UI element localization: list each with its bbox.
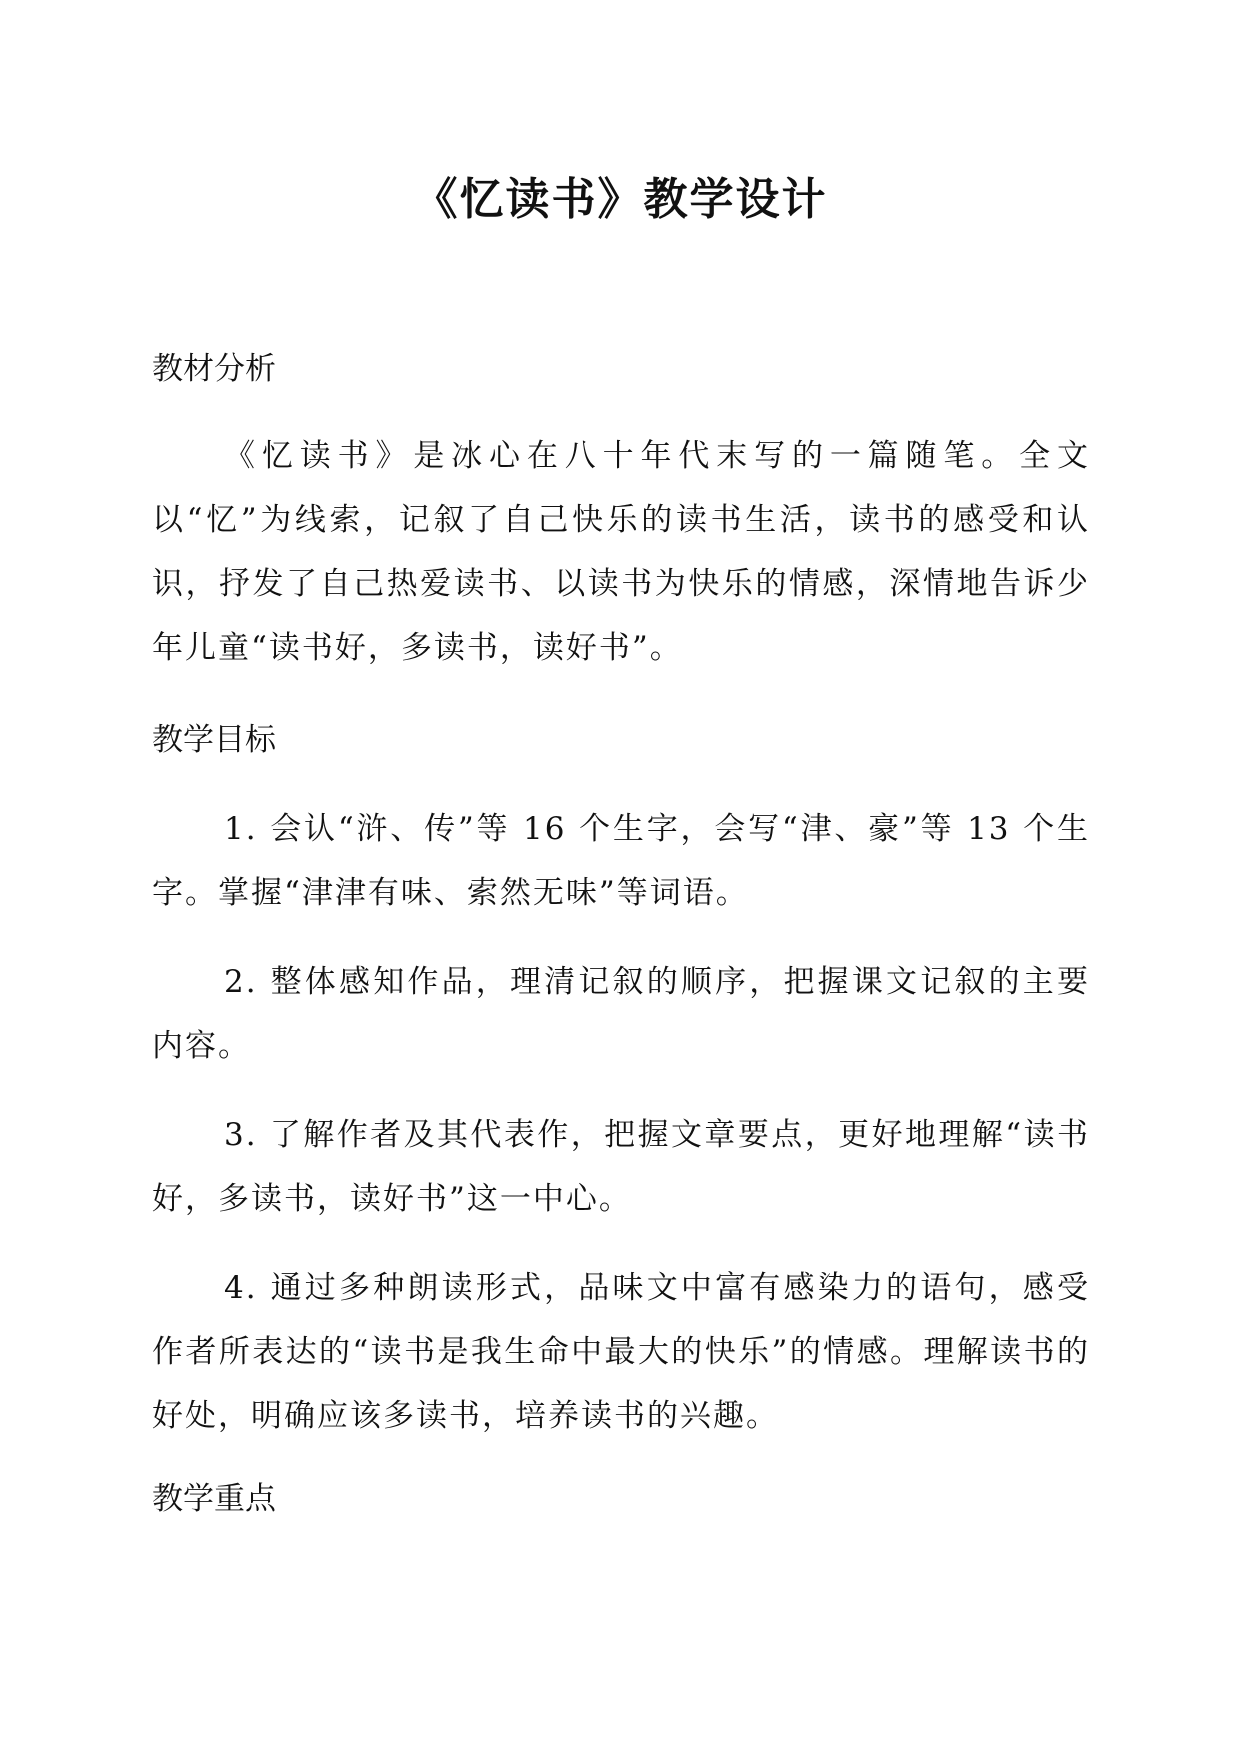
paragraph-textbook-analysis: 《忆读书》是冰心在八十年代末写的一篇随笔。全文以“忆”为线索，记叙了自己快乐的读书生活，读书的感受和认识，抒发了自己热爱读书、以读书为快乐的情感，深情地告诉少年儿童“读书好，多读书，读好书”。 xyxy=(152,438,1090,666)
section-heading-teaching-objectives: 教学目标 xyxy=(152,722,276,758)
objective-item-1: 1. 会认“浒、传”等 16 个生字，会写“津、豪”等 13 个生字。掌握“津津有味、索然无味”等词语。 xyxy=(152,811,1090,911)
section-heading-textbook-analysis: 教材分析 xyxy=(152,351,276,387)
document-title: 《忆读书》教学设计 xyxy=(413,174,828,225)
section-heading-teaching-focus: 教学重点 xyxy=(152,1481,276,1517)
objective-item-4: 4. 通过多种朗读形式，品味文中富有感染力的语句，感受作者所表达的“读书是我生命中最大的快乐”的情感。理解读书的好处，明确应该多读书，培养读书的兴趣。 xyxy=(152,1270,1090,1434)
objective-item-3: 3. 了解作者及其代表作，把握文章要点，更好地理解“读书好，多读书，读好书”这一中心。 xyxy=(152,1117,1090,1217)
objective-item-2: 2. 整体感知作品，理清记叙的顺序，把握课文记叙的主要内容。 xyxy=(152,964,1090,1064)
